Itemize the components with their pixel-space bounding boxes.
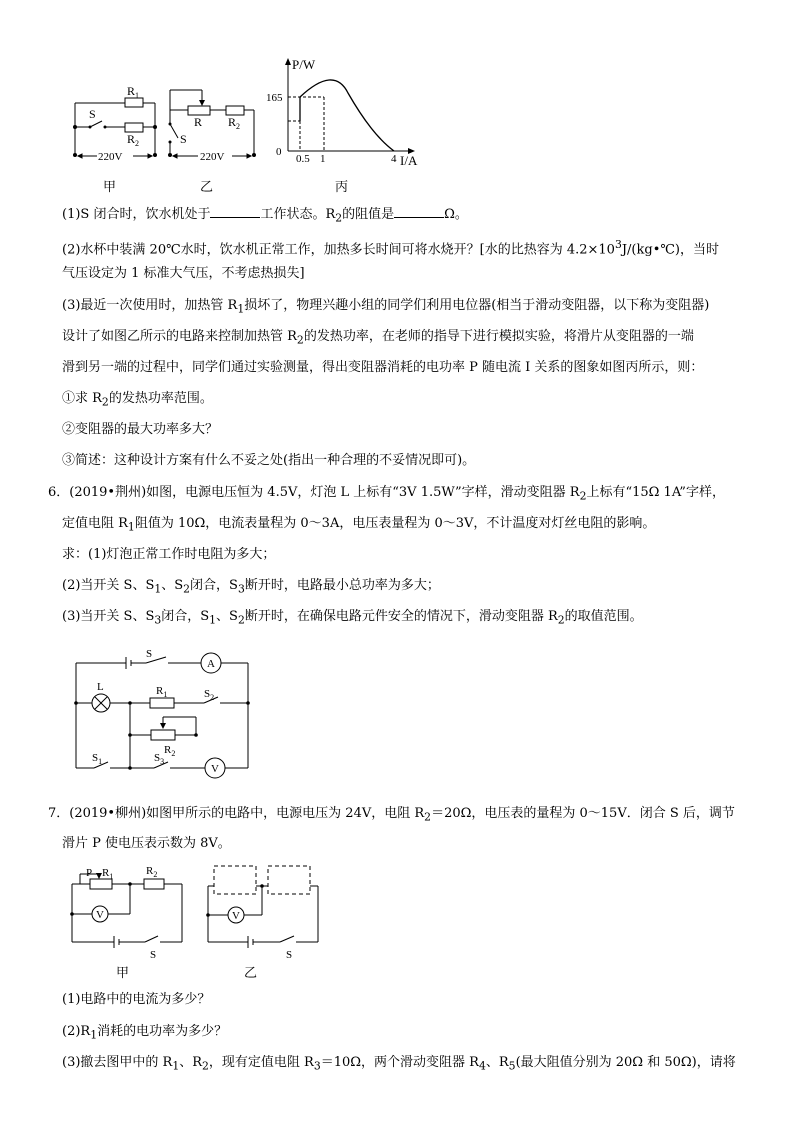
answer-blank[interactable] [210,205,260,218]
jia-r2-label: $R_2$ [127,132,140,148]
q7-p-label: P [86,867,93,879]
q7-sub3: (3)撤去图甲中的 $R_1$、$R_2$，现有定值电阻 $R_3=10\Omega$，两个滑动变阻器 $R_4$、$R_5$(最大阻值分别为 20Ω 和 50Ω)，请将 [62,1055,736,1073]
q7-line1: 7．(2019•柳州)如图甲所示的电路中，电源电压为 24V，电阻 $R_2=20\Omega$，电压表的量程为 0～15V．闭合 S 后，调节 [48,806,735,824]
yi-s-label: S [180,132,187,146]
q7-yi-caption: 乙 [244,966,258,981]
figure-yi-circuit [160,80,260,190]
q7-jia-caption: 甲 [116,966,130,981]
voltmeter-icon: V [96,909,104,921]
q6-line5: (3)当开关 S、$S_3$闭合，$S_1$、$S_2$断开时，在确保电路元件安全的情况下，滑动变阻器 $R_2$的取值范围。 [62,609,643,627]
bing-caption: 丙 [335,180,349,195]
q6-r2-label: $R_2$ [164,744,176,758]
q6-line2: 定值电阻 $R_1$阻值为 10Ω，电流表量程为 0～3A，电压表量程为 0～3V，不计温度对灯丝电阻的影响。 [62,516,656,534]
q5-sub1: ①求 $R_2$的发热功率范围。 [62,391,213,409]
q6-r1-label: $R_1$ [156,685,168,699]
q7-yi-s-label: S [286,949,293,961]
q5-part3-line3: 滑到另一端的过程中，同学们通过实验测量，得出变阻器消耗的电功率 P 随电流 I 关系的图象如图丙所示，则： [62,360,704,375]
q6-s3-label: $S_3$ [154,752,165,766]
q6-s2-label: $S_2$ [204,688,215,702]
q5-sub2: ②变阻器的最大功率多大？ [62,422,219,437]
q6-s1-label: $S_1$ [92,752,103,766]
q6-s-label: S [146,648,153,660]
q7-line2: 滑片 P 使电压表示数为 8V。 [62,836,231,851]
jia-voltage-label: 220V [98,151,123,163]
bing-x-tick: 4 [391,153,397,165]
q7-r2-label: $R_2$ [146,865,158,879]
q6-line4: (2)当开关 S、$S_1$、$S_2$闭合，$S_3$断开时，电路最小总功率为多大； [62,578,440,596]
bing-y-tick: 165 [266,92,283,104]
q6-line1: 6．(2019•荆州)如图，电源电压恒为 4.5V，灯泡 L 上标有“3V 1.5W”字样，滑动变阻器 $R_2$上标有“15Ω 1A”字样， [48,485,725,503]
answer-blank[interactable] [394,205,444,218]
yi-r2-label: $R_2$ [228,115,241,131]
voltmeter-icon: V [211,763,219,775]
q5-part3: (3)最近一次使用时，加热管 $R_1$损坏了，物理兴趣小组的同学们利用电位器(相当于滑动变阻器，以下称为变阻器) [62,298,710,316]
q5-sub3: ③简述：这种设计方案有什么不妥之处(指出一种合理的不妥情况即可)。 [62,453,476,468]
bing-ylabel: P/W [292,57,316,72]
q7-s-label: S [150,949,157,961]
q7-sub1: (1)电路中的电流为多少？ [62,992,211,1007]
q6-line3: 求：(1)灯泡正常工作时电阻为多大； [62,547,276,562]
jia-s-label: S [89,107,96,121]
q5-part2: (2)水杯中装满 20℃水时，饮水机正常工作，加热多长时间可将水烧开？[水的比热容为 $4.2\times 10^3J/(kg•℃)$，当时 [62,238,719,258]
jia-r1-label: $R_1$ [127,84,140,100]
ammeter-icon: A [207,658,215,670]
q5-part1: (1)S 闭合时，饮水机处于 工作状态。$R_2$的阻值是 Ω。 [62,207,468,225]
q6-circuit-diagram [68,645,268,785]
q7-figure-jia [62,862,192,962]
bing-x-tick: 0.5 [296,153,310,165]
q7-r1-label: $R_1$ [102,867,114,881]
jia-caption: 甲 [103,180,117,195]
yi-r-label: R [194,115,203,129]
q7-sub2: $(2)R_1$消耗的电功率为多少？ [62,1024,228,1042]
voltmeter-icon: V [232,910,240,922]
yi-voltage-label: 220V [200,151,225,163]
q7-figure-yi [198,860,328,960]
bing-origin: 0 [276,146,282,158]
figure-bing-graph [266,55,442,175]
q5-part2-cont: 气压设定为 1 标准大气压，不考虑热损失] [62,266,305,281]
bing-xlabel: I/A [400,153,418,168]
yi-caption: 乙 [200,180,214,195]
q5-part3-line2: 设计了如图乙所示的电路来控制加热管 $R_2$的发热功率，在老师的指导下进行模拟实验，将滑片从变阻器的一端 [62,329,694,347]
q6-lamp-label: L [97,681,104,693]
bing-x-tick: 1 [320,153,326,165]
